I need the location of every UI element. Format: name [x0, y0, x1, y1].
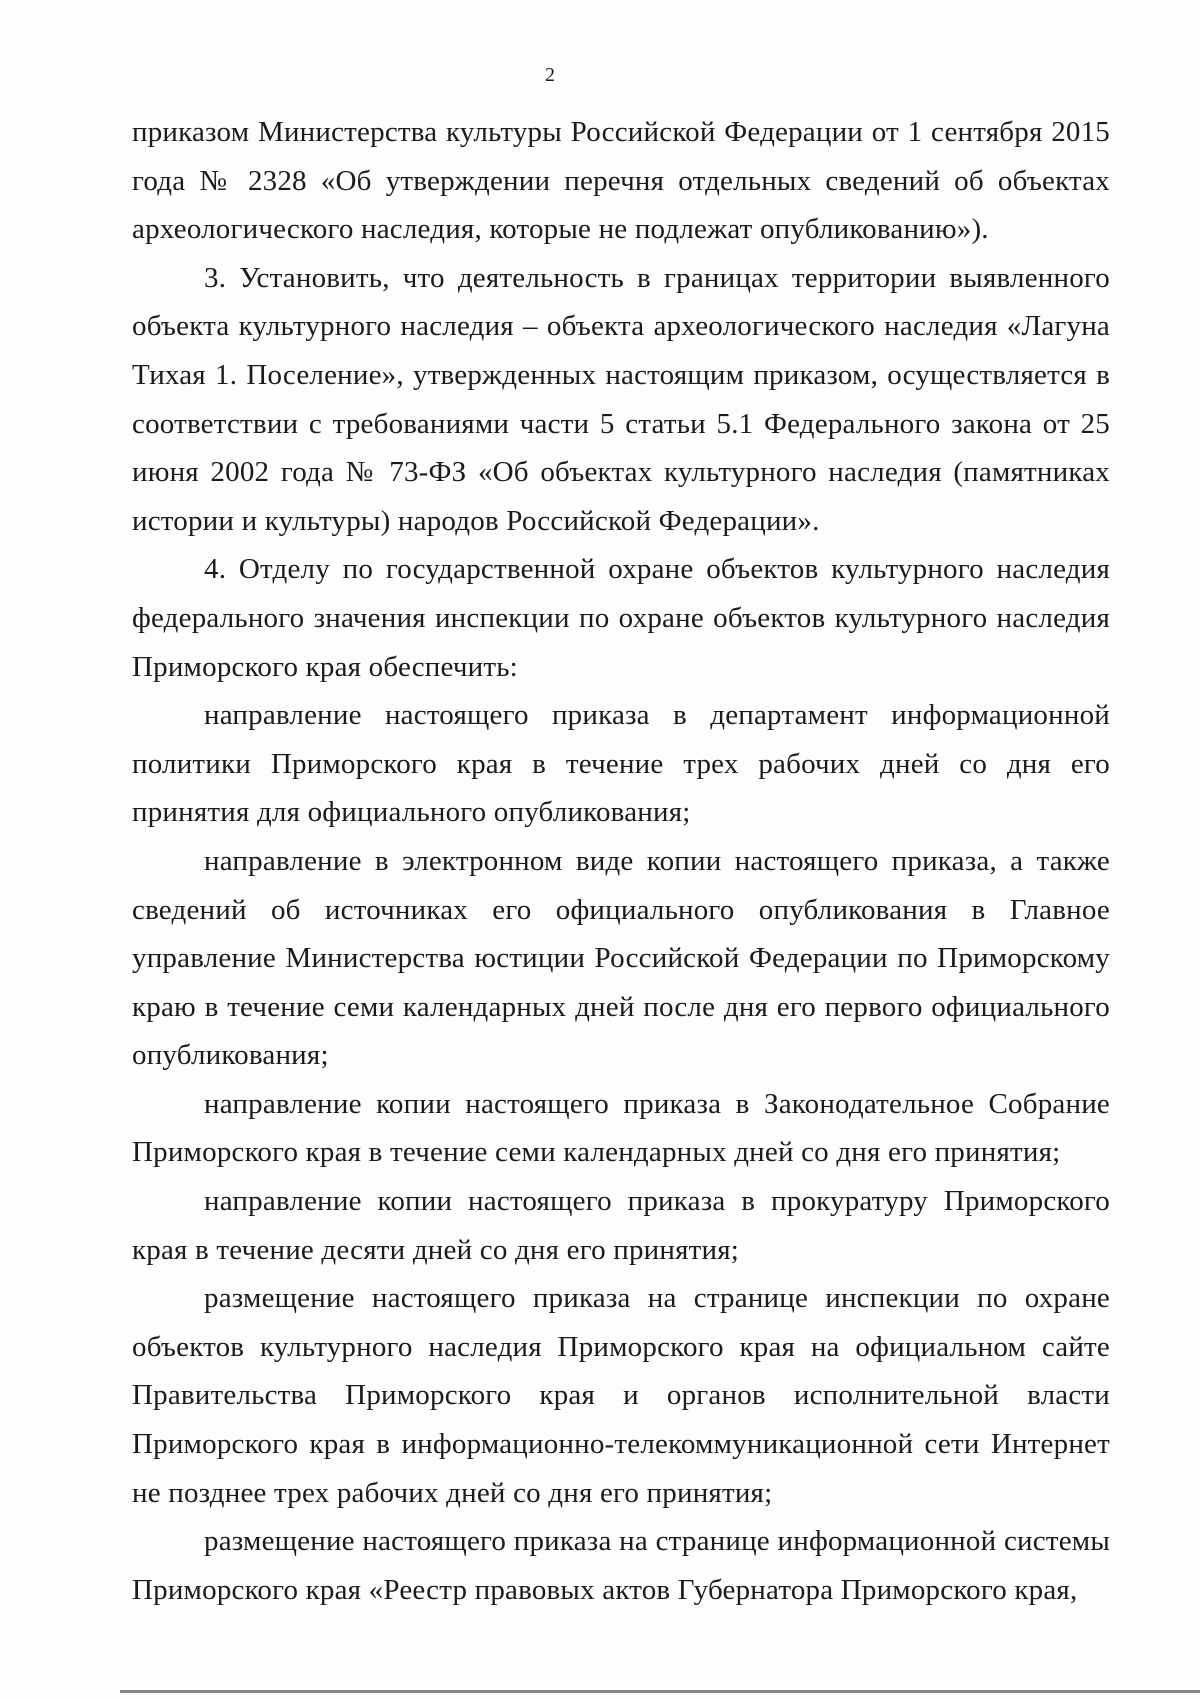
paragraph-subitem: размещение настоящего приказа на странице информационной системы Приморского края «Реестр правовых актов Губернатора Приморского края,: [132, 1525, 1110, 1606]
paragraph-subitem: размещение настоящего приказа на странице инспекции по охране объектов культурного наследия Приморского края на официальном сайте Правительства Приморского края и органов исполнительной власти Приморского края в информационно-телекоммуникационной сети Интернет не позднее трех рабочих дней со дня его принятия;: [132, 1282, 1110, 1509]
page-number: 2: [545, 64, 555, 86]
paragraph-continuation: приказом Министерства культуры Российской Федерации от 1 сентября 2015 года № 2328 «Об утверждении перечня отдельных сведений об объектах археологического наследия, которые не подлежат опубликованию»).: [132, 116, 1110, 246]
paragraph-subitem: направление в электронном виде копии настоящего приказа, а также сведений об источниках его официального опубликования в Главное управление Министерства юстиции Российской Федерации по Приморскому краю в течение семи календарных дней после дня его первого официального опубликования;: [132, 844, 1110, 1072]
page-bottom-edge: [120, 1690, 1200, 1693]
paragraph-subitem: направление настоящего приказа в департамент информационной политики Приморского края в течение трех рабочих дней со дня его принятия для официального опубликования;: [132, 699, 1110, 829]
paragraph-subitem: направление копии настоящего приказа в прокуратуру Приморского края в течение десяти дней со дня его принятия;: [132, 1185, 1110, 1266]
paragraph-subitem: направление копии настоящего приказа в Законодательное Собрание Приморского края в течение семи календарных дней со дня его принятия;: [132, 1087, 1110, 1169]
document-body: [132, 108, 1110, 1614]
paragraph-item-4: 4. Отделу по государственной охране объектов культурного наследия федерального значения инспекции по охране объектов культурного наследия Приморского края обеспечить:: [132, 553, 1110, 683]
paragraph-item-3: 3. Установить, что деятельность в границах территории выявленного объекта культурного наследия – объекта археологического наследия «Лагуна Тихая 1. Поселение», утвержденных настоящим приказом, осуществляется в соответствии с требованиями части 5 статьи 5.1 Федерального закона от 25 июня 2002 года № 73-ФЗ «Об объектах культурного наследия (памятниках истории и культуры) народов Российской Федерации».: [132, 261, 1110, 537]
